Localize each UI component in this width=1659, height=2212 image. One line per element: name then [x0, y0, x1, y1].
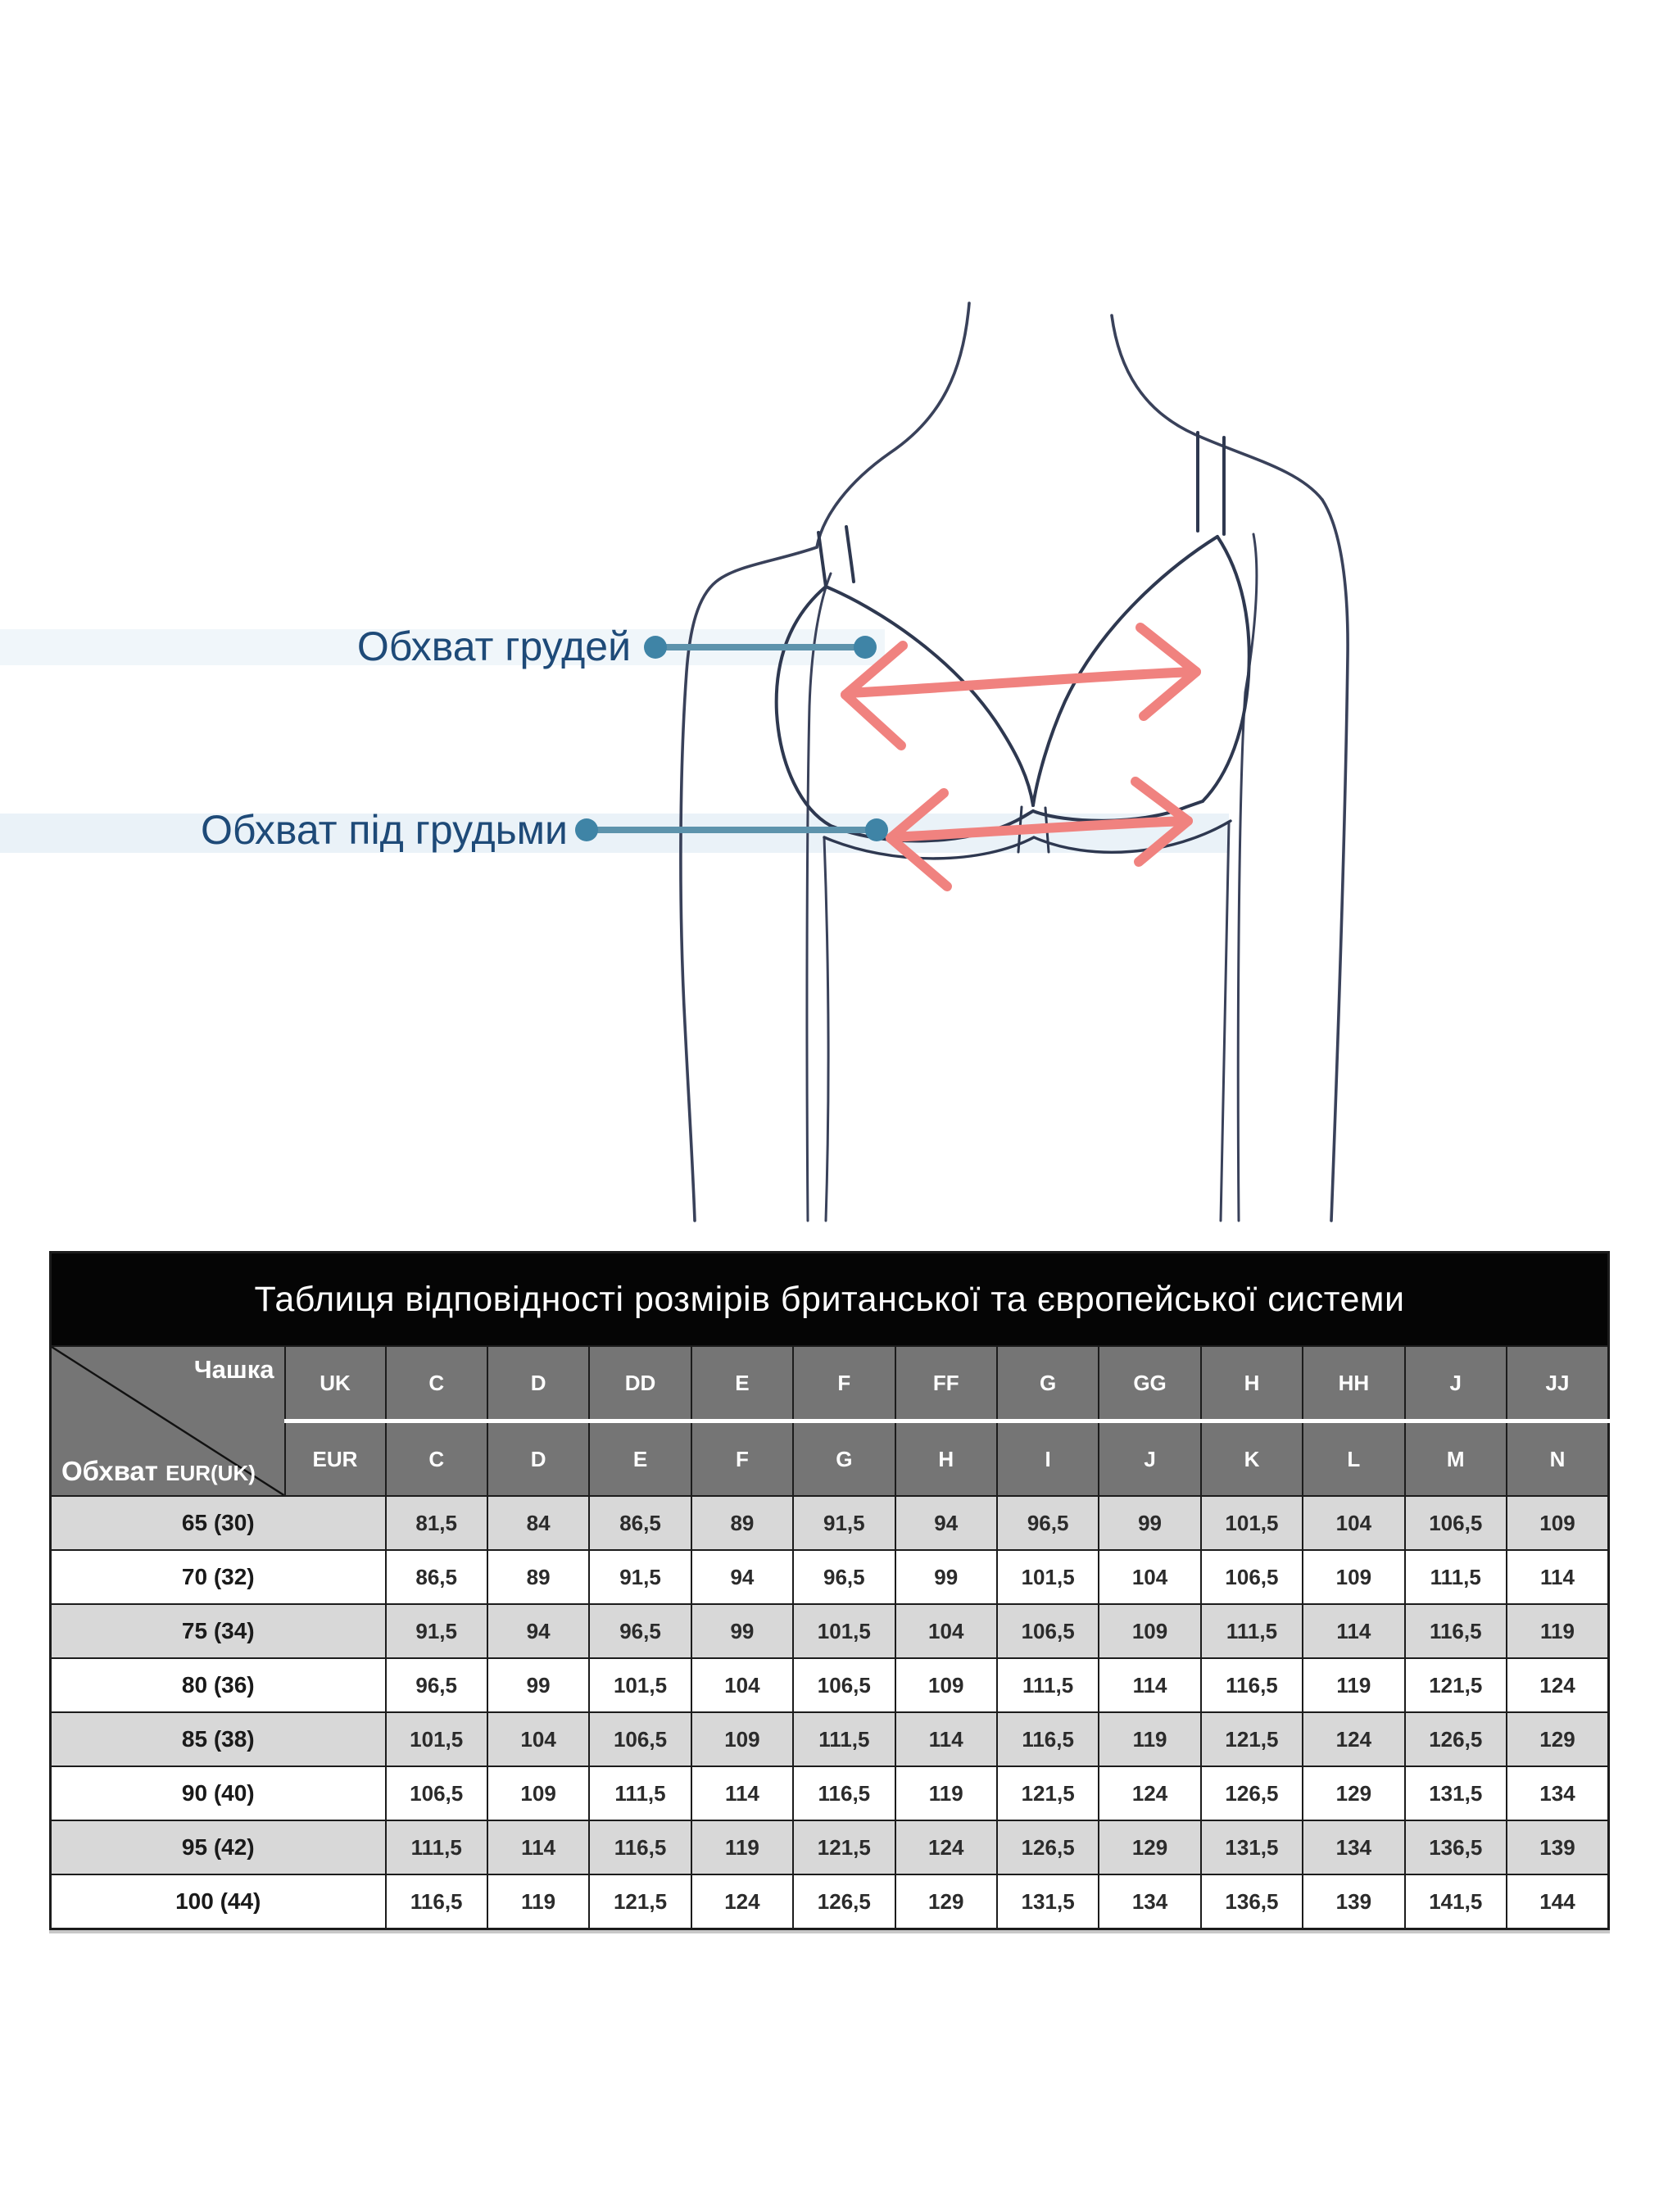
measurement-cell: 89 — [691, 1496, 793, 1550]
uk-cup-cell: F — [793, 1346, 895, 1421]
measurement-cell: 119 — [1507, 1604, 1609, 1658]
measurement-cell: 109 — [1303, 1550, 1404, 1604]
table-row — [51, 1496, 1609, 1550]
measurement-cell: 141,5 — [1405, 1874, 1507, 1929]
measurement-cell: 121,5 — [1405, 1658, 1507, 1712]
measurement-cell: 96,5 — [793, 1550, 895, 1604]
table-row — [51, 1712, 1609, 1766]
eur-cup-cell: D — [487, 1421, 589, 1497]
measurement-cell: 134 — [1507, 1766, 1609, 1820]
measurement-cell: 109 — [1507, 1496, 1609, 1550]
table-row — [51, 1550, 1609, 1604]
measurement-cell: 101,5 — [386, 1712, 487, 1766]
table-row — [51, 1658, 1609, 1712]
measurement-cell: 99 — [895, 1550, 997, 1604]
measurement-cell: 144 — [1507, 1874, 1609, 1929]
measurement-cell: 94 — [487, 1604, 589, 1658]
measurement-cell: 86,5 — [589, 1496, 691, 1550]
eur-cup-cell: K — [1201, 1421, 1303, 1497]
measurement-cell: 101,5 — [793, 1604, 895, 1658]
measurement-cell: 94 — [691, 1550, 793, 1604]
table-row — [51, 1766, 1609, 1820]
measurement-cell: 119 — [1303, 1658, 1404, 1712]
uk-cup-cell: J — [1405, 1346, 1507, 1421]
measurement-cell: 124 — [1303, 1712, 1404, 1766]
table-header-uk-row — [51, 1346, 1609, 1421]
measurement-cell: 129 — [1099, 1820, 1200, 1874]
measurement-cell: 104 — [1099, 1550, 1200, 1604]
measurement-cell: 119 — [691, 1820, 793, 1874]
measurement-cell: 126,5 — [997, 1820, 1099, 1874]
measurement-cell: 101,5 — [1201, 1496, 1303, 1550]
measurement-cell: 121,5 — [793, 1820, 895, 1874]
measurement-cell: 109 — [691, 1712, 793, 1766]
measurement-cell: 89 — [487, 1550, 589, 1604]
table-row — [51, 1604, 1609, 1658]
torso-outline — [681, 303, 1348, 1221]
bust-arrow — [845, 628, 1196, 746]
measurement-cell: 124 — [691, 1874, 793, 1929]
measurement-cell: 114 — [1507, 1550, 1609, 1604]
measurement-cell: 106,5 — [589, 1712, 691, 1766]
measurement-cell: 124 — [1507, 1658, 1609, 1712]
measurement-cell: 111,5 — [997, 1658, 1099, 1712]
measurement-cell: 139 — [1507, 1820, 1609, 1874]
measurement-cell: 84 — [487, 1496, 589, 1550]
eur-cup-cell: E — [589, 1421, 691, 1497]
measurement-cell: 116,5 — [1405, 1604, 1507, 1658]
measurement-cell: 111,5 — [1201, 1604, 1303, 1658]
measurement-cell: 94 — [895, 1496, 997, 1550]
table-row — [51, 1820, 1609, 1874]
left-strap — [818, 533, 826, 587]
uk-cup-cell: G — [997, 1346, 1099, 1421]
measurement-cell: 114 — [895, 1712, 997, 1766]
measurement-cell: 109 — [1099, 1604, 1200, 1658]
band-size-row-label: 95 (42) — [51, 1820, 386, 1874]
uk-cup-cell: FF — [895, 1346, 997, 1421]
measurement-cell: 101,5 — [997, 1550, 1099, 1604]
measurement-cell: 106,5 — [793, 1658, 895, 1712]
band-size-row-label: 90 (40) — [51, 1766, 386, 1820]
measurement-cell: 119 — [895, 1766, 997, 1820]
eur-system-label: EUR — [285, 1421, 386, 1497]
eur-cup-cell: G — [793, 1421, 895, 1497]
corner-label-girth: Обхват EUR(UK) — [61, 1456, 256, 1486]
eur-cup-cell: J — [1099, 1421, 1200, 1497]
eur-cup-cell: N — [1507, 1421, 1609, 1497]
measurement-cell: 126,5 — [1405, 1712, 1507, 1766]
measurement-cell: 96,5 — [589, 1604, 691, 1658]
measurement-cell: 136,5 — [1201, 1874, 1303, 1929]
measurement-cell: 121,5 — [997, 1766, 1099, 1820]
measurement-cell: 111,5 — [1405, 1550, 1507, 1604]
eur-cup-cell: F — [691, 1421, 793, 1497]
measurement-cell: 136,5 — [1405, 1820, 1507, 1874]
table-row — [51, 1874, 1609, 1929]
measurement-cell: 106,5 — [1405, 1496, 1507, 1550]
measurement-cell: 116,5 — [1201, 1658, 1303, 1712]
measurement-cell: 99 — [691, 1604, 793, 1658]
measurement-cell: 109 — [487, 1766, 589, 1820]
measurement-cell: 106,5 — [997, 1604, 1099, 1658]
measurement-cell: 131,5 — [1201, 1820, 1303, 1874]
size-table — [49, 1251, 1610, 1930]
uk-cup-cell: H — [1201, 1346, 1303, 1421]
uk-cup-cell: JJ — [1507, 1346, 1609, 1421]
underbust-label: Обхват під грудьми — [201, 807, 568, 853]
eur-cup-cell: L — [1303, 1421, 1404, 1497]
band-size-row-label: 80 (36) — [51, 1658, 386, 1712]
uk-cup-cell: GG — [1099, 1346, 1200, 1421]
measurement-cell: 91,5 — [589, 1550, 691, 1604]
measurement-cell: 129 — [1507, 1712, 1609, 1766]
measurement-cell: 134 — [1099, 1874, 1200, 1929]
eur-cup-cell: C — [386, 1421, 487, 1497]
measurement-cell: 114 — [1303, 1604, 1404, 1658]
band-size-row-label: 100 (44) — [51, 1874, 386, 1929]
band-size-row-label: 70 (32) — [51, 1550, 386, 1604]
measurement-cell: 134 — [1303, 1820, 1404, 1874]
measurement-cell: 126,5 — [1201, 1766, 1303, 1820]
measurement-cell: 99 — [487, 1658, 589, 1712]
measurement-cell: 114 — [487, 1820, 589, 1874]
measurement-cell: 106,5 — [1201, 1550, 1303, 1604]
eur-cup-cell: M — [1405, 1421, 1507, 1497]
measurement-cell: 119 — [487, 1874, 589, 1929]
eur-cup-cell: H — [895, 1421, 997, 1497]
measurement-cell: 104 — [691, 1658, 793, 1712]
corner-cell — [51, 1346, 285, 1496]
measurement-cell: 124 — [895, 1820, 997, 1874]
measurement-cell: 91,5 — [386, 1604, 487, 1658]
measurement-cell: 116,5 — [386, 1874, 487, 1929]
bust-callout-dot-left — [644, 636, 667, 659]
measurement-cell: 121,5 — [589, 1874, 691, 1929]
band-size-row-label: 75 (34) — [51, 1604, 386, 1658]
eur-cup-cell: I — [997, 1421, 1099, 1497]
measurement-cell: 129 — [895, 1874, 997, 1929]
measurement-cell: 111,5 — [589, 1766, 691, 1820]
measurement-cell: 99 — [1099, 1496, 1200, 1550]
measurement-cell: 114 — [691, 1766, 793, 1820]
measurement-cell: 104 — [1303, 1496, 1404, 1550]
measurement-cell: 106,5 — [386, 1766, 487, 1820]
measurement-cell: 124 — [1099, 1766, 1200, 1820]
uk-cup-cell: DD — [589, 1346, 691, 1421]
measurement-cell: 116,5 — [997, 1712, 1099, 1766]
measurement-cell: 121,5 — [1201, 1712, 1303, 1766]
uk-system-label: UK — [285, 1346, 386, 1421]
uk-cup-cell: C — [386, 1346, 487, 1421]
measurement-cell: 129 — [1303, 1766, 1404, 1820]
measurement-cell: 91,5 — [793, 1496, 895, 1550]
measurement-cell: 116,5 — [589, 1820, 691, 1874]
table-title-row — [51, 1253, 1609, 1347]
bust-label: Обхват грудей — [356, 623, 631, 669]
measurement-cell: 111,5 — [386, 1820, 487, 1874]
measurement-cell: 104 — [487, 1712, 589, 1766]
measurement-cell: 104 — [895, 1604, 997, 1658]
measurement-cell: 96,5 — [997, 1496, 1099, 1550]
measurement-cell: 139 — [1303, 1874, 1404, 1929]
uk-cup-cell: HH — [1303, 1346, 1404, 1421]
band-size-row-label: 85 (38) — [51, 1712, 386, 1766]
uk-cup-cell: D — [487, 1346, 589, 1421]
band-size-row-label: 65 (30) — [51, 1496, 386, 1550]
uk-cup-cell: E — [691, 1346, 793, 1421]
measurement-cell: 131,5 — [1405, 1766, 1507, 1820]
measurement-cell: 119 — [1099, 1712, 1200, 1766]
measurement-cell: 111,5 — [793, 1712, 895, 1766]
measurement-cell: 114 — [1099, 1658, 1200, 1712]
measurement-cell: 131,5 — [997, 1874, 1099, 1929]
measurement-cell: 86,5 — [386, 1550, 487, 1604]
corner-label-cup: Чашка — [193, 1355, 274, 1384]
underbust-callout-dot-left — [575, 818, 598, 841]
measurement-cell: 116,5 — [793, 1766, 895, 1820]
underbust-callout-dot-right — [865, 818, 888, 841]
bust-callout-dot-right — [854, 636, 877, 659]
table-title: Таблиця відповідності розмірів британської та європейської системи — [51, 1253, 1609, 1347]
measurement-cell: 109 — [895, 1658, 997, 1712]
measurement-cell: 126,5 — [793, 1874, 895, 1929]
measurement-cell: 96,5 — [386, 1658, 487, 1712]
measurement-cell: 81,5 — [386, 1496, 487, 1550]
measurement-cell: 101,5 — [589, 1658, 691, 1712]
